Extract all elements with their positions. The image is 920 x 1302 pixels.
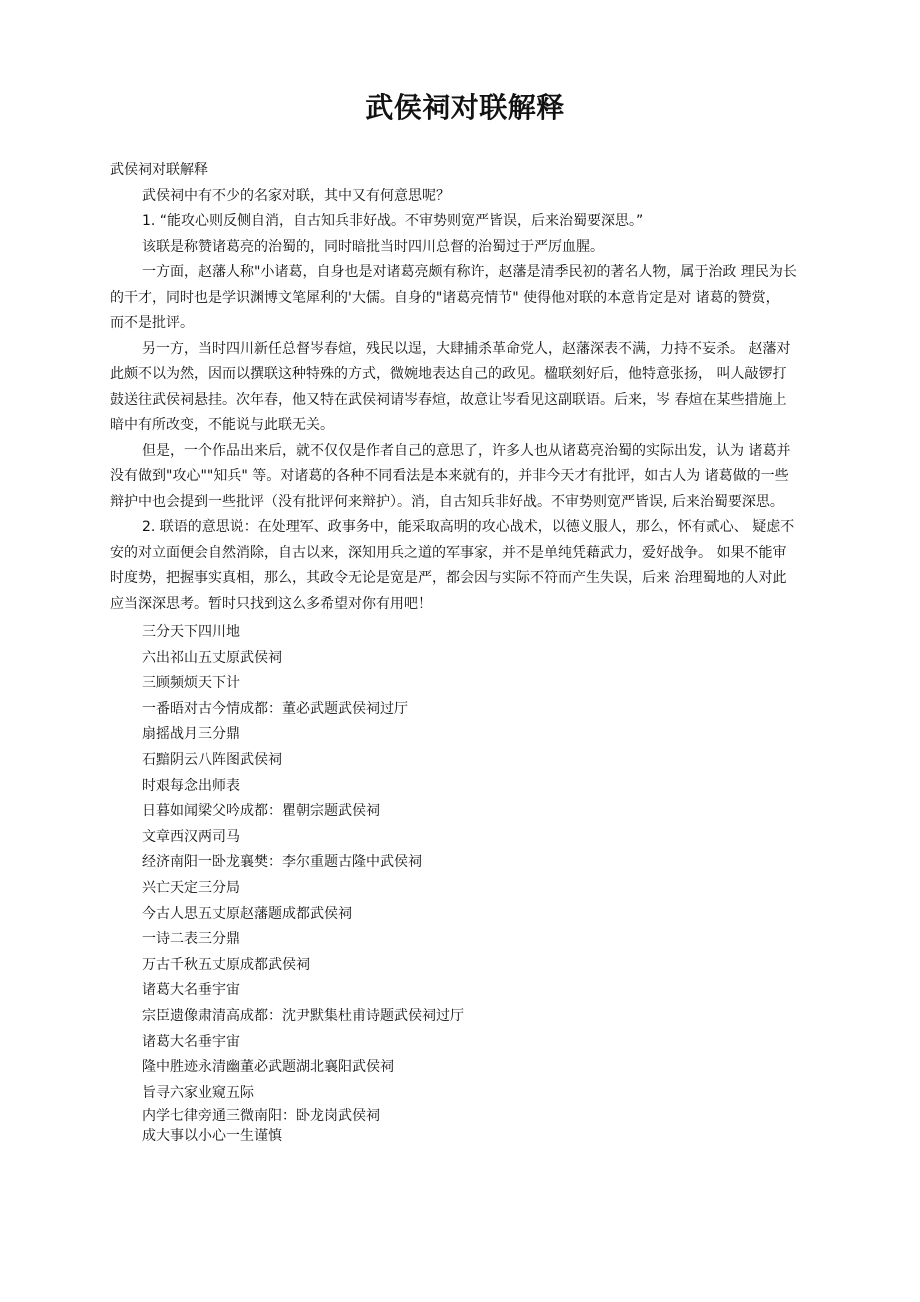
paragraph-line: 没有做到"攻心""知兵" 等。对诸葛的各种不同看法是本来就有的，并非今天才有批评，如古人为 诸葛做的一些 xyxy=(110,468,789,484)
couplet-line: 文章西汉两司马 xyxy=(142,828,240,845)
paragraph-line: 的干才，同时也是学识渊博文笔犀利的'大儒。自身的"诸葛亮情节" 使得他对联的本意肯定是对 诸葛的赞赏， xyxy=(110,289,780,306)
couplet-line: 宗臣遗像肃清高成都：沈尹默集杜甫诗题武侯祠过厅 xyxy=(142,1007,464,1024)
paragraph-line: 鼓送往武侯祠悬挂。次年春，他又特在武侯祠请岑春煊，故意让岑看见这副联语。后来，岑 春煊在某些措施上 xyxy=(110,391,787,408)
paragraph-line: 而不是批评。 xyxy=(110,315,194,331)
couplet-line: 扇摇战月三分鼎 xyxy=(142,726,240,743)
paragraph-line: 该联是称赞诸葛亮的治蜀的，同时暗批当时四川总督的治蜀过于严厉血腥。 xyxy=(142,238,604,255)
couplet-line: 万古千秋五丈原成都武侯祠 xyxy=(142,956,310,973)
paragraph-line: 但是，一个作品出来后，就不仅仅是作者自己的意思了，许多人也从诸葛亮治蜀的实际出发，认为 诸葛并 xyxy=(142,442,791,459)
paragraph-line: 另一方，当时四川新任总督岑春煊，残民以逞，大肆捕杀革命党人，赵藩深表不满，力持不妄杀。 赵藩对 xyxy=(142,340,791,357)
paragraph-line: 武侯祠中有不少的名家对联，其中又有何意思呢？ xyxy=(142,187,450,204)
couplet-line: 旨寻六家业窥五际 xyxy=(142,1084,254,1101)
couplet-line: 诸葛大名垂宇宙 xyxy=(142,1033,240,1050)
paragraph-line: 此颇不以为然，因而以撰联这种特殊的方式，微婉地表达自己的政见。楹联刻好后，他特意张扬， 叫人敲锣打 xyxy=(110,366,787,382)
paragraph-line: 一方面，赵藩人称"小诸葛，自身也是对诸葛亮颇有称许，赵藩是清季民初的著名人物，属于治政 理民为长 xyxy=(142,264,797,280)
couplet-line: 内学七律旁通三微南阳：卧龙岗武侯祠 xyxy=(142,1108,380,1125)
couplet-line: 六出祁山五丈原武侯祠 xyxy=(142,649,282,666)
couplet-line: 三顾频烦天下计 xyxy=(142,675,240,692)
couplet-line: 日暮如闻梁父吟成都：瞿朝宗题武侯祠 xyxy=(142,803,380,820)
couplet-line: 三分天下四川地 xyxy=(142,624,240,640)
subtitle: 武侯祠对联解释 xyxy=(110,162,208,178)
paragraph-line: 应当深深思考。暂时只找到这么多希望对你有用吧！ xyxy=(110,595,432,612)
paragraph-line: 1. “能攻心则反侧自消，自古知兵非好战。不审势则宽严皆误，后来治蜀要深思。” xyxy=(142,213,644,229)
couplet-list xyxy=(142,620,464,1146)
paragraph-line: 安的对立面便会自然消除，自古以来，深知用兵之道的军事家，并不是单纯凭藉武力，爱好战争。 如果不能审 xyxy=(110,544,787,561)
paragraph-line: 时度势，把握事实真相，那么，其政令无论是宽是严，都会因与实际不符而产生失误，后来 治理蜀地的人对此 xyxy=(110,570,787,586)
document-title: 武侯祠对联解释 xyxy=(365,91,565,124)
couplet-line: 今古人思五丈原赵藩题成都武侯祠 xyxy=(142,905,352,922)
paragraph-line: 暗中有所改变，不能说与此联无关。 xyxy=(110,417,334,433)
couplet-line: 一诗二表三分鼎 xyxy=(142,931,240,948)
couplet-line: 一番晤对古今情成都：董必武题武侯祠过厅 xyxy=(142,700,408,717)
paragraph-line: 辩护中也会提到一些批评（没有批评何来辩护）。消，自古知兵非好战。不审势则宽严皆误, 后来治蜀要深思。 xyxy=(110,493,784,510)
body-text xyxy=(110,158,825,617)
couplet-line: 兴亡天定三分局 xyxy=(142,879,240,896)
couplet-line: 时艰每念出师表 xyxy=(142,777,240,794)
couplet-line: 成大事以小心一生谨慎 xyxy=(142,1128,282,1145)
couplet-line: 诸葛大名垂宇宙 xyxy=(142,982,240,999)
paragraph-line: 2. 联语的意思说：在处理军、政事务中，能采取高明的攻心战术，以德义服人，那么，怀有贰心、 疑虑不 xyxy=(142,519,795,535)
couplet-line: 石黯阴云八阵图武侯祠 xyxy=(142,751,282,768)
couplet-line: 经济南阳一卧龙襄樊：李尔重题古隆中武侯祠 xyxy=(142,854,422,871)
couplet-line: 隆中胜迹永清幽董必武题湖北襄阳武侯祠 xyxy=(142,1059,394,1076)
